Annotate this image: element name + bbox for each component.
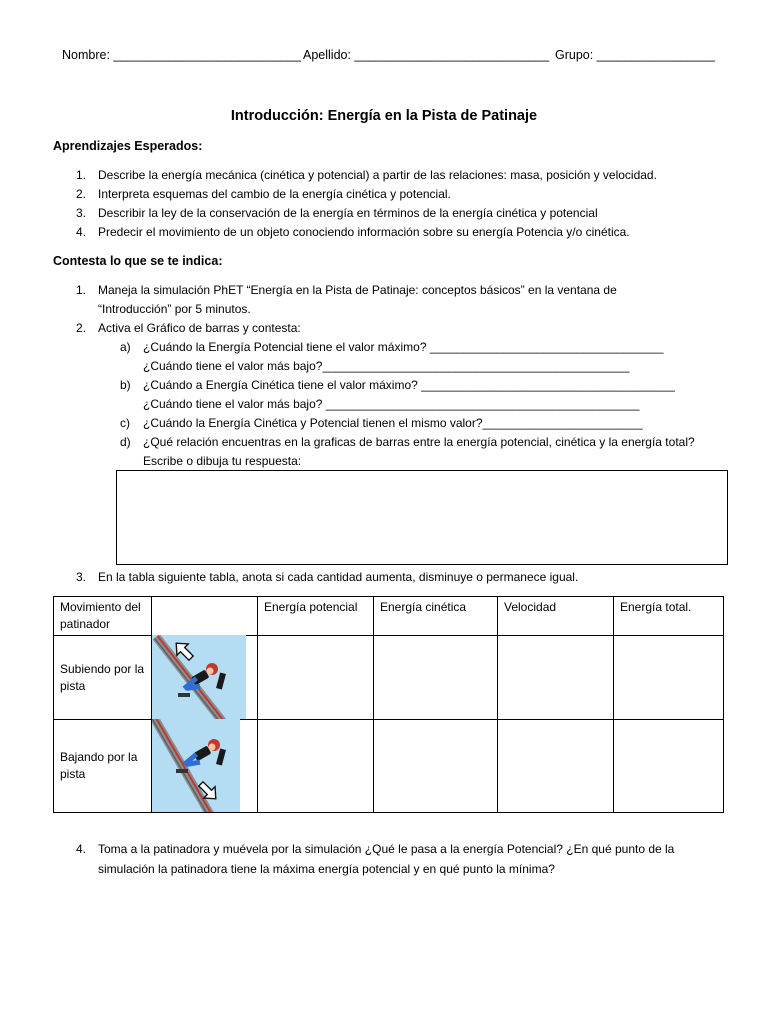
cell-velocidad[interactable] [498, 636, 614, 720]
subquestion-d-text: Escribe o dibuja tu respuesta: [143, 454, 302, 468]
subquestion-letter: a) [120, 340, 131, 354]
table-header: Energía potencial [258, 597, 374, 636]
grupo-field[interactable]: Grupo: _________________ [555, 48, 715, 62]
subquestion-b-line[interactable]: ¿Cuándo a Energía Cinética tiene el valor máximo? ______________________________________ [143, 378, 675, 392]
energy-table [53, 596, 724, 813]
cell-velocidad[interactable] [498, 720, 614, 813]
question-number: 2. [75, 321, 86, 335]
cell-energia-cinetica[interactable] [374, 636, 498, 720]
table-row [54, 720, 724, 813]
table-header: Velocidad [498, 597, 614, 636]
skater-image-up [152, 636, 258, 720]
table-header: Energía cinética [374, 597, 498, 636]
item-number: 2. [75, 187, 86, 201]
question-number: 3. [75, 570, 86, 584]
subquestion-a-line[interactable]: ¿Cuándo la Energía Potencial tiene el valor máximo? ___________________________________ [143, 340, 664, 354]
subquestion-c-line[interactable]: ¿Cuándo la Energía Cinética y Potencial tienen el mismo valor?________________________ [143, 416, 643, 430]
item-number: 3. [75, 206, 86, 220]
page-title: Introducción: Energía en la Pista de Patinaje [230, 108, 538, 124]
question-text: En la tabla siguiente tabla, anota si cada cantidad aumenta, disminuye o permanece igual. [98, 570, 579, 584]
row-label: Subiendo por la pista [54, 636, 152, 720]
item-text: Predecir el movimiento de un objeto conociendo información sobre su energía Potencia y/o cinética. [98, 225, 630, 239]
aprendizajes-heading: Aprendizajes Esperados: [53, 139, 203, 153]
subquestion-a-line[interactable]: ¿Cuándo tiene el valor más bajo?______________________________________________ [143, 359, 630, 373]
cell-energia-potencial[interactable] [258, 636, 374, 720]
item-text: Interpreta esquemas del cambio de la energía cinética y potencial. [98, 187, 451, 201]
cell-energia-total[interactable] [614, 636, 724, 720]
table-row [54, 636, 724, 720]
skater-downhill-image [152, 719, 240, 812]
question-number: 4. [75, 842, 86, 856]
question-text: Toma a la patinadora y muévela por la simulación ¿Qué le pasa a la energía Potencial? ¿En qué punto de la [98, 842, 675, 856]
subquestion-d-text: ¿Qué relación encuentras en la graficas de barras entre la energía potencial, cinética y la energía total? [143, 435, 695, 449]
apellido-field[interactable]: Apellido: ____________________________ [303, 48, 550, 62]
question-text: Activa el Gráfico de barras y contesta: [98, 321, 301, 335]
answer-box[interactable] [116, 470, 728, 565]
item-text: Describir la ley de la conservación de la energía en términos de la energía cinética y potencial [98, 206, 598, 220]
subquestion-letter: c) [120, 416, 130, 430]
cell-energia-total[interactable] [614, 720, 724, 813]
subquestion-letter: d) [120, 435, 131, 449]
item-number: 4. [75, 225, 86, 239]
question-number: 1. [75, 283, 86, 297]
row-label: Bajando por la pista [54, 720, 152, 813]
subquestion-letter: b) [120, 378, 131, 392]
contesta-heading: Contesta lo que se te indica: [53, 254, 223, 268]
question-text: Maneja la simulación PhET “Energía en la Pista de Patinaje: conceptos básicos” en la ventana de [98, 283, 617, 297]
table-header-row [54, 597, 724, 636]
item-text: Describe la energía mecánica (cinética y potencial) a partir de las relaciones: masa, posición y velocidad. [98, 168, 657, 182]
subquestion-b-line[interactable]: ¿Cuándo tiene el valor más bajo? _______________________________________________ [143, 397, 640, 411]
table-header: Energía total. [614, 597, 724, 636]
table-header [152, 597, 258, 636]
question-text: simulación la patinadora tiene la máxima energía potencial y en qué punto la mínima? [98, 862, 555, 876]
question-text: “Introducción” por 5 minutos. [98, 302, 251, 316]
skater-uphill-image [152, 635, 246, 719]
skater-image-down [152, 720, 258, 813]
cell-energia-cinetica[interactable] [374, 720, 498, 813]
table-header: Movimiento del patinador [54, 597, 152, 636]
cell-energia-potencial[interactable] [258, 720, 374, 813]
item-number: 1. [75, 168, 86, 182]
nombre-field[interactable]: Nombre: ___________________________ [62, 48, 302, 62]
